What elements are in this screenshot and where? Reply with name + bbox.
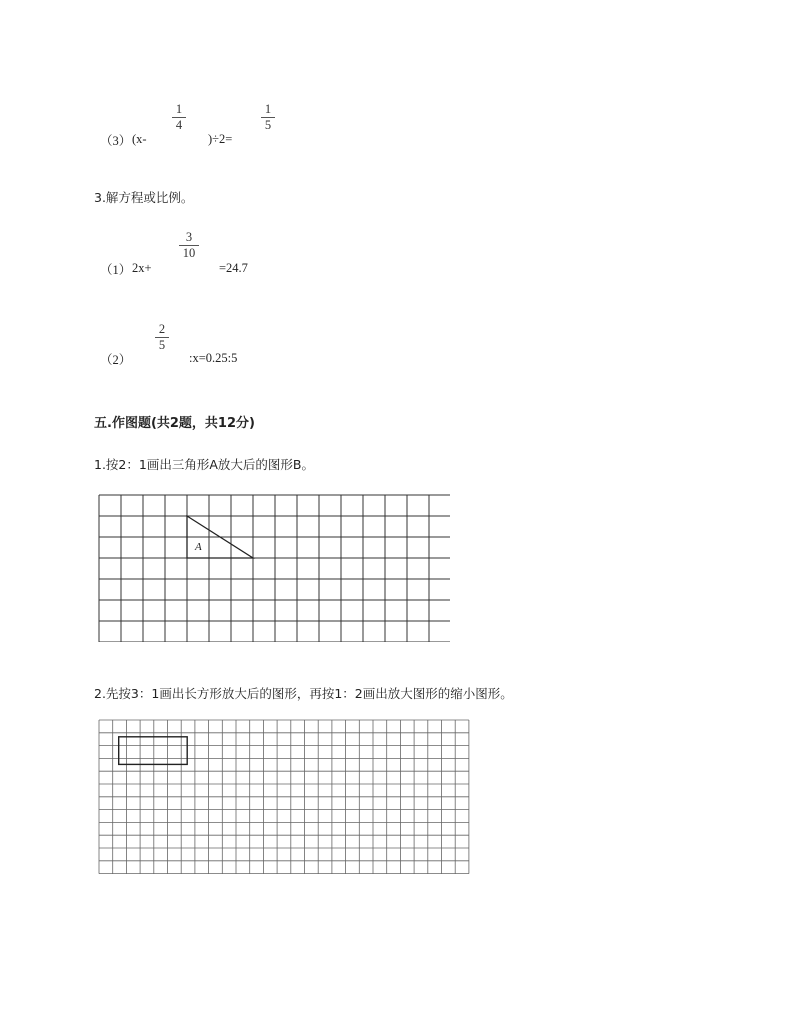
equation-2-post: :x=0.25:5 [189,351,238,365]
grid-2 [98,719,474,877]
problem-3-fraction-2 [261,103,275,132]
equation-1-label: （1） [100,263,132,277]
equation-1-post: =24.7 [219,261,248,275]
grid-1 [98,494,450,642]
fraction-numerator: 1 [264,102,272,116]
equation-2-label: （2） [100,353,132,367]
problem-3-expr-post: )÷2= [208,132,233,146]
fraction-numerator: 2 [158,322,166,336]
question-2-text: 2.先按3：1画出长方形放大后的图形，再按1：2画出放大图形的缩小图形。 [94,686,513,701]
equation-1-pre: 2x+ [132,261,152,275]
fraction-numerator: 1 [175,102,183,116]
grid-1-lines [99,495,450,642]
fraction-numerator: 3 [185,230,193,244]
problem-3-label: （3） [100,134,132,148]
problem-3-fraction-1 [172,103,186,132]
rectangle-shape [119,737,188,765]
fraction-denominator: 4 [175,118,183,132]
fraction-denominator: 5 [264,118,272,132]
fraction-denominator: 5 [158,338,166,352]
fraction-denominator: 10 [182,246,196,260]
equation-1-fraction [179,231,199,260]
problem-3-expr-pre: (x- [132,132,147,146]
grid-2-lines [99,720,469,874]
triangle-a-label: A [195,541,202,553]
section-3-heading: 3.解方程或比例。 [94,190,194,205]
question-1-text: 1.按2：1画出三角形A放大后的图形B。 [94,457,314,472]
section-5-heading: 五.作图题(共2题，共12分) [94,416,255,431]
equation-2-fraction [155,323,169,352]
